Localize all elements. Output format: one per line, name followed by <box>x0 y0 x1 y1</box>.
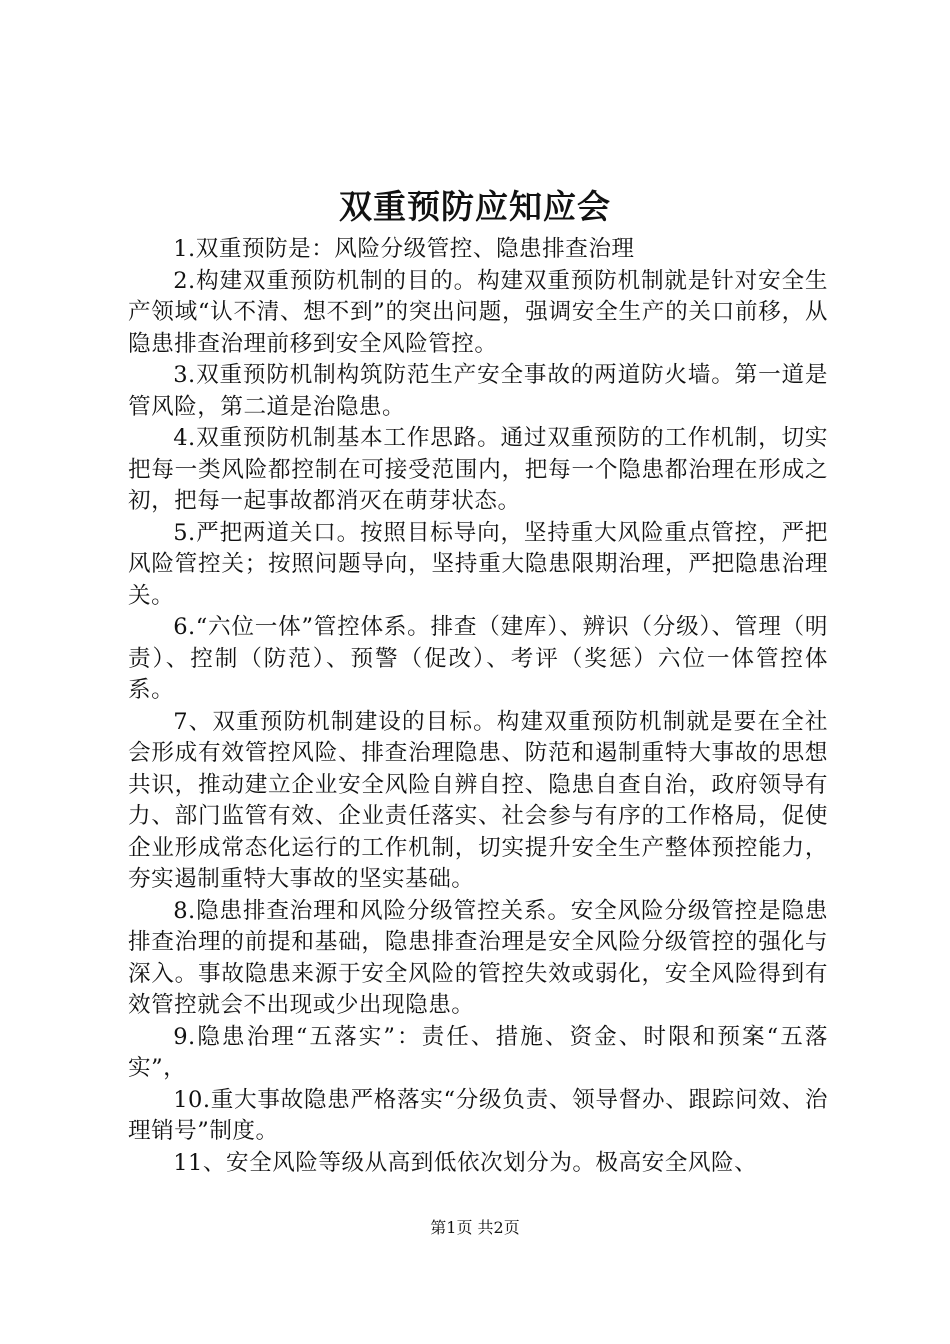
paragraph-9: 9.隐患治理“五落实”：责任、措施、资金、时限和预案“五落实”， <box>128 1023 828 1081</box>
document-title: 双重预防应知应会 <box>339 187 611 226</box>
paragraph-2: 2.构建双重预防机制的目的。构建双重预防机制就是针对安全生产领域“认不清、想不到”的突出问题，强调安全生产的关口前移，从隐患排查治理前移到安全风险管控。 <box>128 267 828 357</box>
paragraph-11: 11、安全风险等级从高到低依次划分为。极高安全风险、 <box>173 1149 758 1176</box>
paragraph-4: 4.双重预防机制基本工作思路。通过双重预防的工作机制，切实把每一类风险都控制在可接受范围内，把每一个隐患都治理在形成之初，把每一起事故都消灭在萌芽状态。 <box>128 425 828 514</box>
paragraph-10: 10.重大事故隐患严格落实“分级负责、领导督办、跟踪问效、治理销号”制度。 <box>128 1086 828 1144</box>
paragraph-5: 5.严把两道关口。按照目标导向，坚持重大风险重点管控，严把风险管控关；按照问题导向，坚持重大隐患限期治理，严把隐患治理关。 <box>128 519 828 609</box>
paragraph-6: 6.“六位一体”管控体系。排查（建库）、辨识（分级）、管理（明责）、控制（防范）、预警（促改）、考评（奖惩）六位一体管控体系。 <box>128 614 828 703</box>
document-body <box>128 234 828 1179</box>
paragraph-8: 8.隐患排查治理和风险分级管控关系。安全风险分级管控是隐患排查治理的前提和基础，隐患排查治理是安全风险分级管控的强化与深入。事故隐患来源于安全风险的管控失效或弱化，安全风险得到有效管控就会不出现或少出现隐患。 <box>128 897 828 1018</box>
paragraph-3: 3.双重预防机制构筑防范生产安全事故的两道防火墙。第一道是管风险，第二道是治隐患。 <box>128 362 828 420</box>
paragraph-7: 7、双重预防机制建设的目标。构建双重预防机制就是要在全社会形成有效管控风险、排查治理隐患、防范和遏制重特大事故的思想共识，推动建立企业安全风险自辨自控、隐患自查自治，政府领导有力、部门监管有效、企业责任落实、社会参与有序的工作格局，促使企业形成常态化运行的工作机制，切实提升安全生产整体预控能力，夯实遏制重特大事故的坚实基础。 <box>128 708 828 892</box>
page-number-footer: 第1页 共2页 <box>430 1218 520 1237</box>
paragraph-1: 1.双重预防是：风险分级管控、隐患排查治理 <box>173 236 635 262</box>
